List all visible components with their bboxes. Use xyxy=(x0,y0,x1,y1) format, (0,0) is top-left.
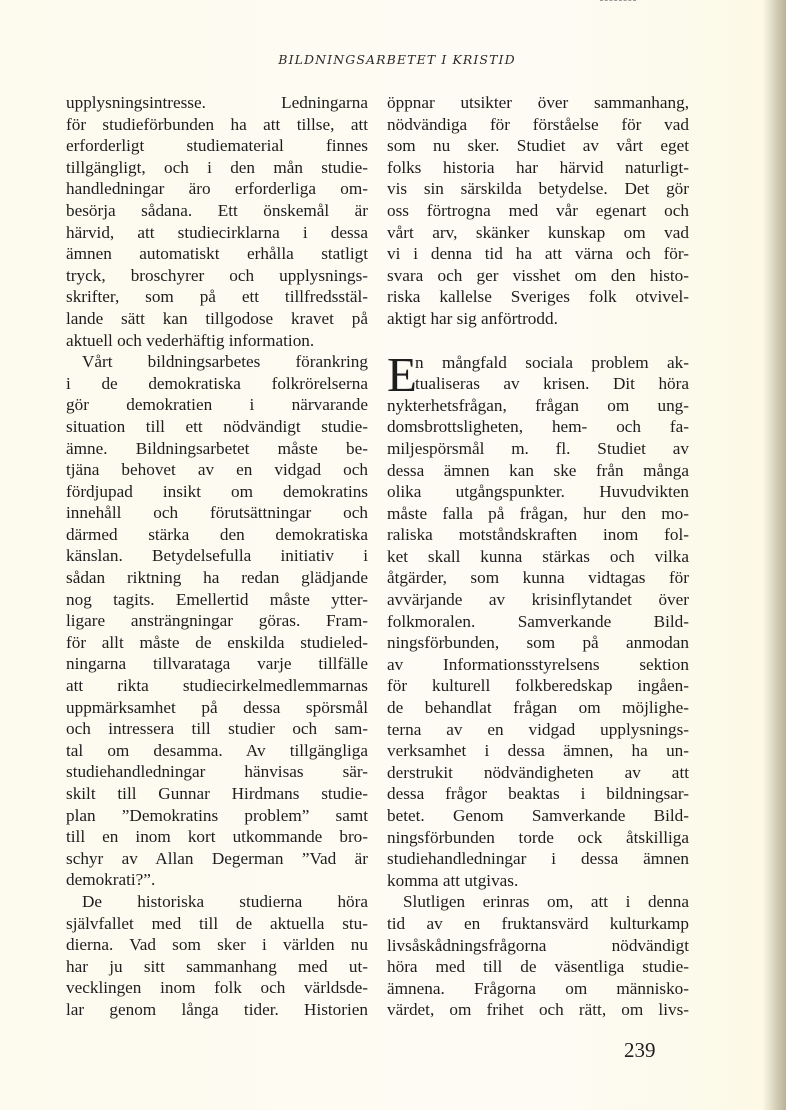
paragraph xyxy=(66,891,368,1021)
text-line: ämne. Bildningsarbetet måste be- xyxy=(66,438,368,458)
text-line: vecklingen inom folk och världsde- xyxy=(66,978,368,998)
text-line: skrifter, som på ett tillfredsstäl- xyxy=(66,287,368,307)
text-line: De historiska studierna höra xyxy=(82,891,368,911)
text-line: vis sin särskilda betydelse. Det gör xyxy=(387,179,689,199)
text-line: höra med till de väsentliga studie- xyxy=(387,957,689,977)
text-line: miljespörsmål m. fl. Studiet av xyxy=(387,438,689,458)
text-line: vårt arv, skänker kunskap om vad xyxy=(387,222,689,242)
text-line: studiehandledningar i dessa ämnen xyxy=(387,849,689,869)
text-line: och intressera till studier och sam- xyxy=(66,719,368,739)
text-line: vi i denna tid ha att värna och för- xyxy=(387,244,689,264)
text-line: aktuell och vederhäftig information. xyxy=(66,330,315,350)
text-line: känslan. Betydelsefulla initiativ i xyxy=(66,546,368,566)
text-line: nykterhetsfrågan, frågan om ung- xyxy=(387,395,689,415)
text-line: måste falla på frågan, hur den mo- xyxy=(387,503,689,523)
text-line: ningsförbunden, som på anmodan xyxy=(387,633,689,653)
text-line: lar genom långa tider. Historien xyxy=(66,999,368,1019)
text-line: tryck, broschyrer och upplysnings- xyxy=(66,265,368,285)
text-line: gör demokratien i närvarande xyxy=(66,395,368,415)
text-line: aktigt har sig anförtrodd. xyxy=(387,308,558,328)
text-line: ningarna tillvarataga varje tillfälle xyxy=(66,654,368,674)
text-line: för allt måste de enskilda studieled- xyxy=(66,632,368,652)
text-line: dessa frågor beaktas i bildningsar- xyxy=(387,784,689,804)
text-line: erforderligt studiematerial finnes xyxy=(66,136,368,156)
page-number: 239 xyxy=(624,1038,656,1062)
paragraph xyxy=(66,92,368,351)
text-line: komma att utgivas. xyxy=(387,870,519,890)
text-line: verksamhet i dessa ämnen, ha un- xyxy=(387,741,689,761)
text-line: dessa ämnen kan ske från många xyxy=(387,460,689,480)
text-line: upplysningsintresse. Ledningarna xyxy=(66,93,368,112)
text-line: schyr av Allan Degerman ”Vad är xyxy=(66,848,368,868)
text-line: sådan riktning ha redan glädjande xyxy=(66,568,368,588)
text-line: har ju sitt sammanhang med ut- xyxy=(66,956,368,976)
text-line: studiehandledningar hänvisas sär- xyxy=(66,762,368,782)
text-line: tualiseras av krisen. Dit höra xyxy=(415,374,689,394)
drop-cap: E xyxy=(387,346,417,402)
text-line: som nu sker. Studiet av vårt eget xyxy=(387,136,689,156)
text-line: värdet, om frihet och rätt, om livs- xyxy=(387,1000,689,1020)
text-line: livsåskådningsfrågorna nödvändigt xyxy=(387,935,689,955)
running-head: BILDNINGSARBETET I KRISTID xyxy=(278,52,516,67)
text-line: derstrukit nödvändigheten av att xyxy=(387,762,689,782)
text-line: ligare ansträngningar göras. Fram- xyxy=(66,611,368,631)
text-line: folkmoralen. Samverkande Bild- xyxy=(387,611,689,631)
text-line: folks historia har härvid naturligt- xyxy=(387,157,689,177)
text-line: de behandlat frågan om möjlighe- xyxy=(387,698,689,718)
text-line: ämnen automatiskt erhålla statligt xyxy=(66,244,368,264)
section-gap xyxy=(387,330,689,352)
paragraph xyxy=(387,891,689,1021)
text-line: ämnena. Frågorna om människo- xyxy=(387,978,689,998)
text-line: därmed stärka den demokratiska xyxy=(66,524,368,544)
text-line: domsbrottsligheten, hem- och fa- xyxy=(387,417,689,437)
text-line: olika utgångspunkter. Huvudvikten xyxy=(387,482,689,502)
text-line: öppnar utsikter över sammanhang, xyxy=(387,93,689,112)
text-line: att rikta studiecirkelmedlemmarnas xyxy=(66,676,368,696)
text-line: svara och ger visshet om den histo- xyxy=(387,265,689,285)
text-line: situation till ett nödvändigt studie- xyxy=(66,416,368,436)
text-line: oss förtrogna med vår egenart och xyxy=(387,200,689,220)
text-line: nog tagits. Emellertid måste ytter- xyxy=(66,589,368,609)
text-line: besörja sådana. Ett önskemål är xyxy=(66,200,368,220)
text-line: riska kallelse Sveriges folk otvivel- xyxy=(387,287,689,307)
text-line: av Informationsstyrelsens sektion xyxy=(387,654,689,674)
text-line: demokrati?”. xyxy=(66,870,156,890)
text-line: tid av en fruktansvärd kulturkamp xyxy=(387,913,689,933)
text-line: för studieförbunden ha att tillse, att xyxy=(66,114,368,134)
text-line: Vårt bildningsarbetes förankring xyxy=(82,352,368,372)
text-line: n mångfald sociala problem ak- xyxy=(415,352,689,372)
text-line: fördjupad insikt om demokratins xyxy=(66,481,368,501)
left-column xyxy=(66,92,368,1021)
text-line: plan ”Demokratins problem” samt xyxy=(66,805,368,825)
text-line: lande sätt kan tillgodose kravet på xyxy=(66,308,368,328)
text-line: självfallet med till de aktuella stu- xyxy=(66,913,368,933)
text-line: tal om desamma. Av tillgängliga xyxy=(66,740,368,760)
text-line: tjäna behovet av en vidgad och xyxy=(66,460,368,480)
right-column xyxy=(387,92,689,1021)
text-line: i de demokratiska folkrörelserna xyxy=(66,373,368,393)
text-line: ningsförbunden torde ock åtskilliga xyxy=(387,827,689,847)
text-line: avvärjande av krisinflytandet över xyxy=(387,590,689,610)
text-line: Slutligen erinras om, att i denna xyxy=(403,892,689,912)
text-line: tillgängligt, och i den mån studie- xyxy=(66,157,368,177)
paragraph xyxy=(387,92,689,330)
text-line: innehåll och förutsättningar och xyxy=(66,503,368,523)
text-line: nödvändiga för förståelse för vad xyxy=(387,114,689,134)
text-line: handledningar äro erforderliga om- xyxy=(66,179,368,199)
text-line: dierna. Vad som sker i världen nu xyxy=(66,935,368,955)
text-line: terna av en vidgad upplysnings- xyxy=(387,719,689,739)
text-line: härvid, att studiecirklarna i dessa xyxy=(66,222,368,242)
text-line: för kulturell folkberedskap ingåen- xyxy=(387,676,689,696)
text-line: uppmärksamhet på dessa spörsmål xyxy=(66,697,368,717)
scan-edge-mark xyxy=(600,0,636,3)
text-line: till en inom kort utkommande bro- xyxy=(66,827,368,847)
text-line: åtgärder, som kunna vidtagas för xyxy=(387,568,689,588)
text-line: betet. Genom Samverkande Bild- xyxy=(387,806,689,825)
text-line: skilt till Gunnar Hirdmans studie- xyxy=(66,784,368,803)
text-line: raliska motståndskraften inom fol- xyxy=(387,525,689,545)
paragraph xyxy=(66,351,368,891)
text-line: ket skall kunna stärkas och vilka xyxy=(387,546,689,566)
section-paragraph xyxy=(387,346,689,892)
